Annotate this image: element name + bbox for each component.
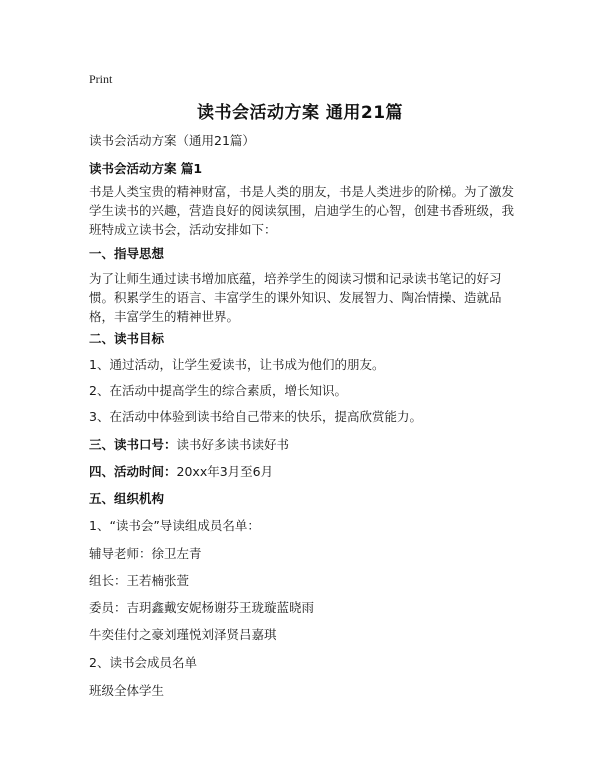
activity-time-label: 四、活动时间： [89,464,177,479]
org-members-line-1: 委员：吉玥鑫戴安妮杨谢芬王珑璇蓝晓雨 [89,600,315,615]
goal-item-2: 2、在活动中提高学生的综合素质，增长知识。 [89,383,347,398]
intro-paragraph: 书是人类宝贵的精神财富，书是人类的朋友，书是人类进步的阶梯。为了激发学生读书的兴趣，营造良好的阅读氛围，启迪学生的心智，创建书香班级，我班特成立读书会，活动安排如下： [89,184,515,237]
document-subtitle: 读书会活动方案（通用21篇） [89,133,255,148]
org-guide-group: 1、“读书会”导读组成员名单： [89,518,260,533]
print-label: Print [89,72,113,86]
org-leader: 组长：王若楠张萱 [89,573,190,588]
heading-reading-goals: 二、读书目标 [89,331,165,346]
reading-slogan-value: 读书好多读书读好书 [176,437,290,452]
reading-slogan-label: 三、读书口号： [89,437,177,452]
org-members-line-2: 牛奕佳付之豪刘瑾悦刘泽贤吕嘉琪 [89,627,277,642]
guiding-ideology-paragraph: 为了让师生通过读书增加底蕴，培养学生的阅读习惯和记录读书笔记的好习惯。积累学生的语言、丰富学生的课外知识、发展智力、陶冶情操、造就品格，丰富学生的精神世界。 [89,271,502,324]
heading-organization: 五、组织机构 [89,491,165,506]
org-all-students: 班级全体学生 [89,683,165,698]
goal-item-3: 3、在活动中体验到读书给自己带来的快乐，提高欣赏能力。 [89,409,422,424]
org-member-list-heading: 2、读书会成员名单 [89,655,197,670]
document-title: 读书会活动方案 通用21篇 [196,103,404,123]
activity-time-value: 20xx年3月至6月 [176,464,274,479]
activity-time [89,462,519,481]
heading-guiding-ideology: 一、指导思想 [89,246,165,261]
section-title: 读书会活动方案 篇1 [89,161,203,176]
reading-slogan [89,435,519,454]
org-teacher: 辅导老师：徐卫左青 [89,546,202,561]
goal-item-1: 1、通过活动，让学生爱读书，让书成为他们的朋友。 [89,357,385,372]
